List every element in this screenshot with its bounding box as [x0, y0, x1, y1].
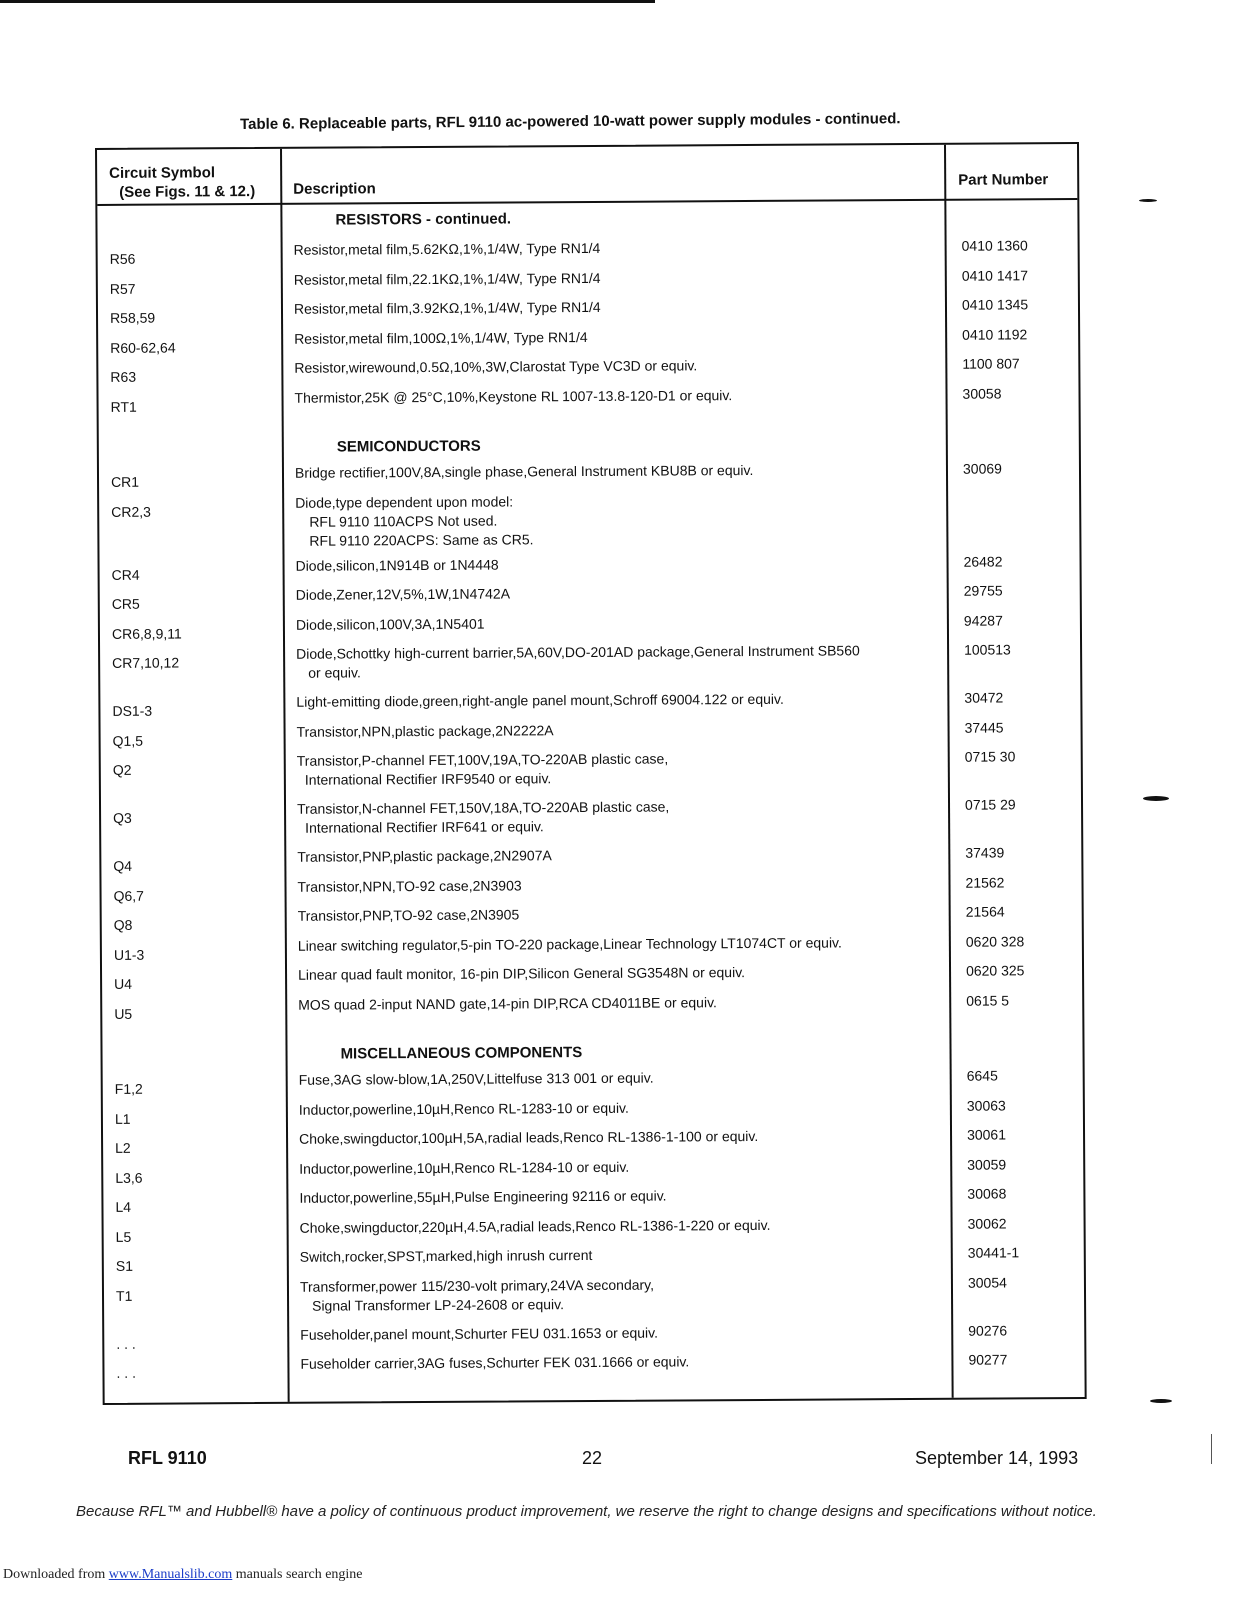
circuit-symbol: Q4 [113, 857, 133, 874]
circuit-symbol: CR2,3 [111, 503, 151, 520]
part-number: 90277 [968, 1351, 1008, 1368]
part-number: 0410 1417 [961, 266, 1029, 284]
circuit-symbol: U5 [114, 1005, 133, 1022]
table-row [101, 747, 1081, 801]
description: Fuseholder,panel mount,Schurter FEU 031.1653 or equiv. [300, 1324, 659, 1343]
circuit-symbol: T1 [115, 1287, 133, 1304]
header-part-number: Part Number [958, 171, 1049, 189]
change-mark [1150, 1399, 1172, 1403]
circuit-symbol: Q6,7 [113, 887, 144, 904]
circuit-symbol: CR4 [111, 566, 140, 583]
section-miscellaneous: MISCELLANEOUS COMPONENTS [340, 1044, 583, 1063]
description: Diode,silicon,1N914B or 1N4448 [295, 556, 499, 574]
table-row [104, 1350, 1084, 1385]
parts-table [95, 142, 1087, 1405]
description [285, 748, 951, 800]
circuit-symbol: . . . [116, 1364, 136, 1381]
part-number: 37439 [965, 844, 1005, 861]
description: Light-emitting diode,green,right-angle panel mount,Schroff 69004.122 or equiv. [296, 690, 784, 710]
table-body [97, 206, 1084, 1385]
circuit-symbol: CR5 [111, 595, 140, 612]
margin-line [1211, 1434, 1212, 1464]
description-line: RFL 9110 110ACPS Not used. [309, 512, 498, 530]
circuit-symbol: DS1-3 [112, 702, 153, 719]
section-row [102, 1020, 1082, 1072]
top-rule [0, 0, 655, 3]
part-number: 0615 5 [966, 991, 1010, 1009]
part-number: 21564 [965, 903, 1005, 920]
section-row [99, 413, 1079, 465]
header-description: Description [293, 180, 376, 198]
part-number: 0410 1345 [961, 296, 1029, 313]
part-number [949, 488, 1079, 552]
part-number: 0620 328 [965, 932, 1025, 950]
circuit-symbol: R58,59 [109, 309, 156, 326]
part-number: 0410 1192 [962, 325, 1028, 343]
description-line: Transistor,N-channel FET,150V,18A,TO-220AB plastic case, [296, 798, 670, 817]
circuit-symbol: U1-3 [113, 946, 145, 963]
description: Resistor,metal film,3.92KΩ,1%,1/4W, Type RN1/4 [293, 298, 601, 317]
description: Choke,swingductor,220µH,4.5A,radial leads,Renco RL-1386-1-220 or equiv. [299, 1216, 771, 1236]
description-line: Diode,Schottky high-current barrier,5A,60V,DO-201AD package,General Instrument SB560 [296, 642, 860, 662]
table-row [100, 640, 1080, 694]
circuit-symbol: Q2 [112, 761, 132, 778]
circuit-symbol: Q3 [113, 809, 132, 826]
description: Inductor,powerline,55µH,Pulse Engineering 92116 or equiv. [299, 1187, 667, 1206]
circuit-symbol: R57 [109, 280, 136, 297]
circuit-symbol: L3,6 [115, 1169, 143, 1186]
circuit-symbol: RT1 [110, 398, 137, 415]
description-line: Diode,type dependent upon model: [295, 492, 514, 511]
part-number: 37445 [964, 718, 1004, 736]
table-row [102, 990, 1082, 1025]
header-circuit-symbol [109, 163, 255, 202]
change-mark [1139, 199, 1157, 202]
description: Fuse,3AG slow-blow,1A,250V,Littelfuse 313 001 or equiv. [298, 1069, 654, 1088]
circuit-symbol: F1,2 [114, 1080, 143, 1097]
section-resistors: RESISTORS - continued. [335, 210, 512, 229]
part-number: 90276 [968, 1321, 1008, 1339]
part-number: 30058 [962, 384, 1002, 402]
table-title: Table 6. Replaceable parts, RFL 9110 ac-powered 10-watt power supply modules - continued. [240, 110, 901, 133]
description-line: or equiv. [308, 664, 361, 681]
header-circuit-symbol-line2: (See Figs. 11 & 12.) [119, 183, 256, 201]
description: Inductor,powerline,10µH,Renco RL-1283-10 or equiv. [298, 1099, 629, 1118]
description: MOS quad 2-input NAND gate,14-pin DIP,RCA CD4011BE or equiv. [298, 993, 717, 1013]
download-suffix: manuals search engine [232, 1567, 363, 1582]
circuit-symbol: R63 [110, 368, 137, 385]
part-number: 21562 [965, 873, 1005, 891]
description: Thermistor,25K @ 25°C,10%,Keystone RL 1007-13.8-120-D1 or equiv. [294, 386, 733, 406]
description: Inductor,powerline,10µH,Renco RL-1284-10 or equiv. [299, 1158, 630, 1177]
description-line: Transistor,P-channel FET,100V,19A,TO-220AB plastic case, [296, 750, 669, 769]
part-number: 30441-1 [967, 1244, 1020, 1261]
circuit-symbol: S1 [115, 1257, 134, 1274]
description: Bridge rectifier,100V,8A,single phase,General Instrument KBU8B or equiv. [294, 461, 754, 481]
circuit-symbol: R56 [109, 250, 136, 267]
part-number: 94287 [963, 611, 1003, 629]
footer-date: September 14, 1993 [915, 1448, 1079, 1468]
description: Fuseholder carrier,3AG fuses,Schurter FEK 031.1666 or equiv. [300, 1353, 690, 1372]
description: Resistor,wirewound,0.5Ω,10%,3W,Clarostat Type VC3D or equiv. [294, 357, 698, 376]
description [284, 641, 950, 693]
part-number: 100513 [964, 641, 1011, 658]
description: Resistor,metal film,5.62KΩ,1%,1/4W, Type RN1/4 [293, 239, 601, 258]
description [283, 489, 949, 556]
part-number: 0410 1360 [961, 237, 1028, 254]
description-line: Transformer,power 115/230-volt primary,24VA secondary, [299, 1276, 655, 1295]
part-number: 0620 325 [965, 962, 1025, 979]
part-number: 30063 [966, 1096, 1006, 1114]
description: Diode,silicon,100V,3A,1N5401 [295, 615, 485, 633]
part-number: 30062 [967, 1214, 1007, 1232]
part-number: 6645 [966, 1067, 998, 1084]
description: Linear quad fault monitor, 16-pin DIP,Silicon General SG3548N or equiv. [298, 964, 746, 983]
part-number: 0715 29 [964, 796, 1016, 813]
part-number: 26482 [963, 552, 1003, 570]
description [285, 796, 951, 848]
part-number: 30054 [967, 1273, 1007, 1291]
table-row [101, 795, 1081, 849]
table-row [104, 1272, 1084, 1326]
description: Resistor,metal film,100Ω,1%,1/4W, Type RN1/4 [294, 328, 588, 347]
part-number: 30061 [966, 1126, 1007, 1143]
circuit-symbol: L5 [115, 1228, 132, 1245]
manualslib-link[interactable]: www.Manualslib.com [108, 1567, 233, 1582]
description [288, 1273, 954, 1325]
circuit-symbol: U4 [114, 975, 133, 992]
description: Transistor,PNP,plastic package,2N2907A [297, 847, 552, 865]
table-row [98, 383, 1078, 418]
description: Choke,swingductor,100µH,5A,radial leads,Renco RL-1386-1-100 or equiv. [299, 1127, 759, 1147]
part-number: 30068 [967, 1185, 1007, 1202]
part-number: 30069 [962, 460, 1002, 477]
policy-notice: Because RFL™ and Hubbell® have a policy of continuous product improvement, we reserve the right to change designs and specifications without notice. [76, 1503, 1097, 1520]
circuit-symbol: L4 [115, 1198, 132, 1215]
description: Transistor,PNP,TO-92 case,2N3905 [297, 906, 520, 924]
description: Linear switching regulator,5-pin TO-220 package,Linear Technology LT1074CT or equiv. [297, 933, 842, 954]
circuit-symbol: Q1,5 [112, 732, 144, 749]
circuit-symbol: L1 [114, 1110, 131, 1127]
part-number: 0715 30 [964, 748, 1016, 765]
description: Diode,Zener,12V,5%,1W,1N4742A [295, 585, 511, 603]
description: Resistor,metal film,22.1KΩ,1%,1/4W, Type RN1/4 [293, 269, 601, 288]
download-prefix: Downloaded from [3, 1567, 106, 1582]
description: Switch,rocker,SPST,marked,high inrush current [299, 1246, 593, 1265]
header-circuit-symbol-line1: Circuit Symbol [109, 164, 216, 182]
change-mark [1143, 796, 1169, 801]
table-row [99, 488, 1079, 557]
description-line: RFL 9110 220ACPS: Same as CR5. [309, 530, 534, 549]
circuit-symbol: . . . [116, 1335, 136, 1352]
circuit-symbol: Q8 [113, 916, 133, 933]
description-line: Signal Transformer LP-24-2608 or equiv. [312, 1295, 564, 1314]
circuit-symbol: R60-62,64 [110, 339, 176, 356]
circuit-symbol: L2 [115, 1139, 131, 1156]
page-number: 22 [582, 1448, 603, 1468]
description-line: International Rectifier IRF641 or equiv. [305, 818, 544, 836]
circuit-symbol: CR1 [110, 473, 140, 490]
description-line: International Rectifier IRF9540 or equiv. [304, 770, 552, 788]
part-number: 30472 [964, 689, 1004, 706]
circuit-symbol: CR7,10,12 [112, 654, 180, 671]
part-number: 30059 [967, 1155, 1007, 1173]
circuit-symbol: CR6,8,9,11 [111, 624, 182, 642]
part-number: 1100 807 [962, 355, 1020, 372]
description: Transistor,NPN,TO-92 case,2N3903 [297, 876, 522, 895]
part-number: 29755 [963, 582, 1003, 599]
description: Transistor,NPN,plastic package,2N2222A [296, 721, 554, 740]
section-semiconductors: SEMICONDUCTORS [336, 437, 481, 456]
footer-model: RFL 9110 [128, 1448, 207, 1468]
download-banner [3, 1567, 363, 1583]
